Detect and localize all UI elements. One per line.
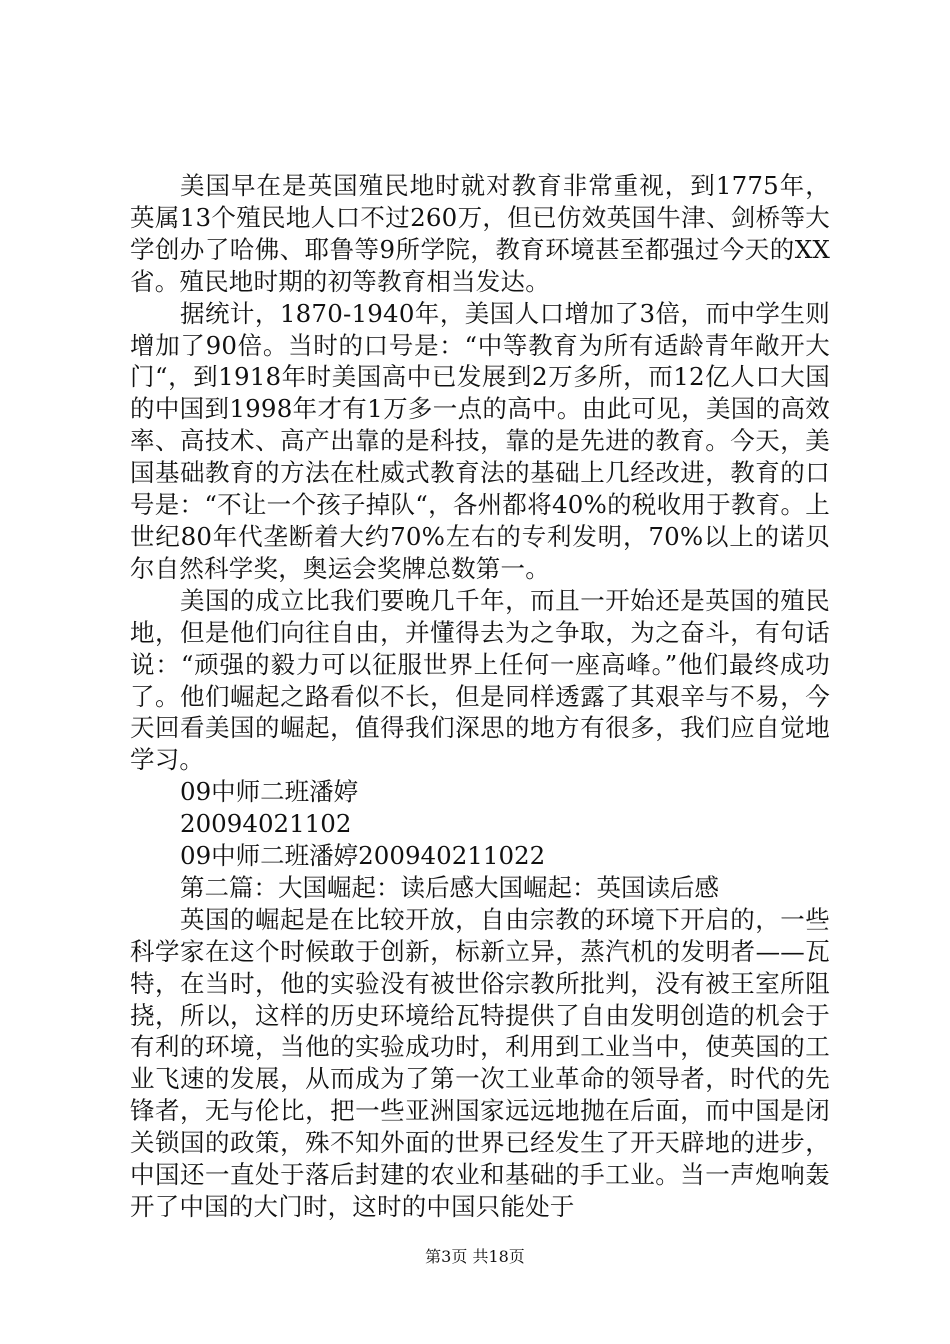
paragraph-us-statistics: 据统计，1870-1940年，美国人口增加了3倍，而中学生则增加了90倍。当时的口号是：“中等教育为所有适龄青年敞开大门“，到1918年时美国高中已发展到2万多所，而12亿人口大国的中国到1998年才有1万多一点的高中。由此可见，美国的高效率、高技术、高产出靠的是科技，靠的是先进的教育。今天，美国基础教育的方法在杜威式教育法的基础上几经改进，教育的口号是：“不让一个孩子掉队“，各州都将40%的税收用于教育。上世纪80年代垄断着大约70%左右的专利发明，70%以上的诺贝尔自然科学奖，奥运会奖牌总数第一。: [130, 298, 830, 583]
paragraph-us-rise: 美国的成立比我们要晚几千年，而且一开始还是英国的殖民地，但是他们向往自由，并懂得去为之争取，为之奋斗，有句话说：“顽强的毅力可以征服世界上任何一座高峰。”他们最终成功了。他们崛起之路看似不长，但是同样透露了其艰辛与不易，今天回看美国的崛起，值得我们深思的地方有很多，我们应自觉地学习。: [130, 585, 830, 775]
paragraph-uk-rise: 英国的崛起是在比较开放，自由宗教的环境下开启的，一些科学家在这个时候敢于创新，标新立异，蒸汽机的发明者——瓦特，在当时，他的实验没有被世俗宗教所批判，没有被王室所阻挠，所以，这样的历史环境给瓦特提供了自由发明创造的机会于有利的环境，当他的实验成功时，利用到工业当中，使英国的工业飞速的发展，从而成为了第一次工业革命的领导者，时代的先锋者，无与伦比，把一些亚洲国家远远地抛在后面，而中国是闭关锁国的政策，殊不知外面的世界已经发生了开天辟地的进步，中国还一直处于落后封建的农业和基础的手工业。当一声炮响轰开了中国的大门时，这时的中国只能处于: [130, 904, 830, 1221]
document-body: [130, 170, 830, 1223]
signature-id: 20094021102: [180, 809, 352, 839]
section-title: 第二篇：大国崛起：读后感大国崛起：英国读后感: [180, 872, 719, 902]
paragraph-us-colonial-education: 美国早在是英国殖民地时就对教育非常重视，到1775年，英属13个殖民地人口不过260万，但已仿效英国牛津、剑桥等大学创办了哈佛、耶鲁等9所学院，教育环境甚至都强过今天的XX省。殖民地时期的初等教育相当发达。: [130, 171, 830, 296]
page-footer: 第3页 共18页: [425, 1247, 525, 1266]
signature-combined: 09中师二班潘婷200940211022: [180, 841, 546, 871]
signature-name: 09中师二班潘婷: [180, 777, 359, 807]
